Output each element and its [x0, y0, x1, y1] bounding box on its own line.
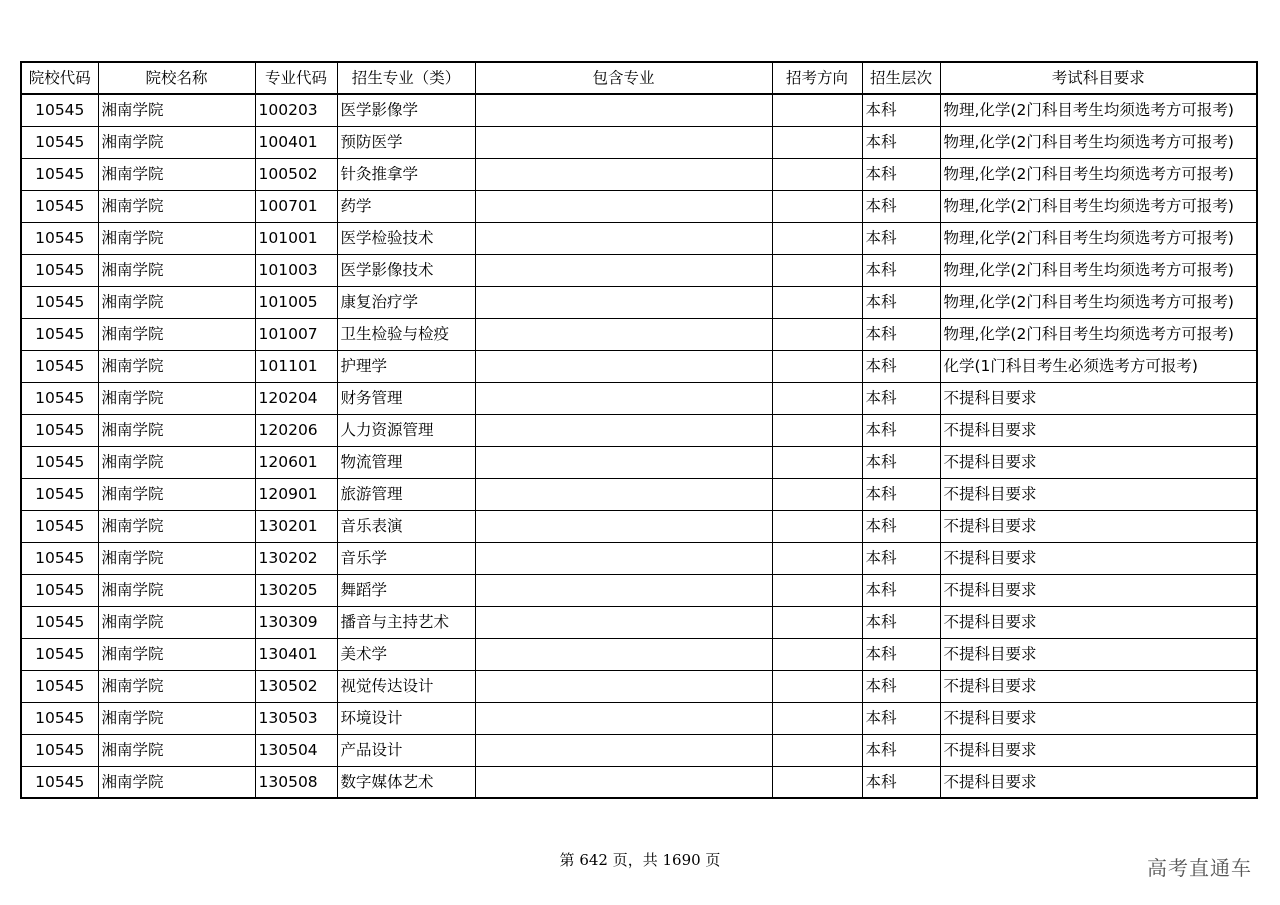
cell-subject-requirements: 不提科目要求	[940, 478, 1257, 510]
cell-school-code: 10545	[21, 734, 98, 766]
cell-school-name: 湘南学院	[98, 222, 255, 254]
enrollment-table	[20, 61, 1258, 799]
cell-school-name: 湘南学院	[98, 734, 255, 766]
header-major-code: 专业代码	[255, 62, 337, 94]
cell-level: 本科	[862, 446, 940, 478]
header-level: 招生层次	[862, 62, 940, 94]
cell-school-code: 10545	[21, 574, 98, 606]
cell-included-majors	[475, 414, 772, 446]
cell-school-code: 10545	[21, 478, 98, 510]
cell-direction	[772, 670, 862, 702]
cell-direction	[772, 766, 862, 798]
cell-direction	[772, 222, 862, 254]
cell-level: 本科	[862, 350, 940, 382]
cell-included-majors	[475, 478, 772, 510]
cell-major-name: 产品设计	[337, 734, 475, 766]
cell-subject-requirements: 不提科目要求	[940, 542, 1257, 574]
cell-school-code: 10545	[21, 702, 98, 734]
cell-major-name: 视觉传达设计	[337, 670, 475, 702]
header-direction: 招考方向	[772, 62, 862, 94]
table-row	[21, 734, 1257, 766]
header-school-name: 院校名称	[98, 62, 255, 94]
cell-level: 本科	[862, 222, 940, 254]
cell-included-majors	[475, 382, 772, 414]
cell-direction	[772, 254, 862, 286]
cell-direction	[772, 638, 862, 670]
cell-school-code: 10545	[21, 286, 98, 318]
table-row	[21, 222, 1257, 254]
cell-subject-requirements: 不提科目要求	[940, 766, 1257, 798]
cell-school-name: 湘南学院	[98, 414, 255, 446]
cell-included-majors	[475, 318, 772, 350]
table-row	[21, 286, 1257, 318]
cell-direction	[772, 158, 862, 190]
cell-school-code: 10545	[21, 350, 98, 382]
cell-school-code: 10545	[21, 382, 98, 414]
cell-school-name: 湘南学院	[98, 318, 255, 350]
cell-level: 本科	[862, 702, 940, 734]
cell-major-code: 101101	[255, 350, 337, 382]
cell-included-majors	[475, 190, 772, 222]
table-row	[21, 158, 1257, 190]
cell-level: 本科	[862, 190, 940, 222]
cell-level: 本科	[862, 670, 940, 702]
cell-direction	[772, 702, 862, 734]
cell-subject-requirements: 物理,化学(2门科目考生均须选考方可报考)	[940, 286, 1257, 318]
cell-included-majors	[475, 254, 772, 286]
table-row	[21, 606, 1257, 638]
table-row	[21, 318, 1257, 350]
cell-subject-requirements: 不提科目要求	[940, 606, 1257, 638]
cell-subject-requirements: 不提科目要求	[940, 446, 1257, 478]
header-major-name: 招生专业（类）	[337, 62, 475, 94]
cell-subject-requirements: 不提科目要求	[940, 670, 1257, 702]
cell-included-majors	[475, 702, 772, 734]
cell-included-majors	[475, 446, 772, 478]
cell-school-code: 10545	[21, 190, 98, 222]
cell-school-code: 10545	[21, 222, 98, 254]
cell-subject-requirements: 不提科目要求	[940, 734, 1257, 766]
cell-major-code: 130309	[255, 606, 337, 638]
cell-subject-requirements: 不提科目要求	[940, 574, 1257, 606]
cell-direction	[772, 574, 862, 606]
table-header-row	[21, 62, 1257, 94]
cell-school-code: 10545	[21, 638, 98, 670]
cell-major-code: 120204	[255, 382, 337, 414]
table-row	[21, 638, 1257, 670]
cell-school-code: 10545	[21, 510, 98, 542]
cell-major-code: 101003	[255, 254, 337, 286]
cell-major-name: 药学	[337, 190, 475, 222]
cell-major-code: 130205	[255, 574, 337, 606]
cell-school-name: 湘南学院	[98, 478, 255, 510]
cell-school-name: 湘南学院	[98, 638, 255, 670]
table-row	[21, 382, 1257, 414]
cell-school-code: 10545	[21, 94, 98, 126]
cell-included-majors	[475, 638, 772, 670]
cell-major-name: 物流管理	[337, 446, 475, 478]
cell-major-code: 101001	[255, 222, 337, 254]
cell-direction	[772, 478, 862, 510]
table-row	[21, 702, 1257, 734]
cell-school-code: 10545	[21, 254, 98, 286]
table-row	[21, 350, 1257, 382]
cell-major-name: 播音与主持艺术	[337, 606, 475, 638]
cell-major-code: 130508	[255, 766, 337, 798]
cell-school-name: 湘南学院	[98, 670, 255, 702]
cell-direction	[772, 94, 862, 126]
cell-school-name: 湘南学院	[98, 574, 255, 606]
cell-level: 本科	[862, 766, 940, 798]
cell-included-majors	[475, 606, 772, 638]
cell-school-name: 湘南学院	[98, 702, 255, 734]
cell-major-code: 130202	[255, 542, 337, 574]
cell-subject-requirements: 物理,化学(2门科目考生均须选考方可报考)	[940, 158, 1257, 190]
cell-direction	[772, 606, 862, 638]
cell-school-name: 湘南学院	[98, 510, 255, 542]
cell-major-name: 护理学	[337, 350, 475, 382]
cell-school-name: 湘南学院	[98, 254, 255, 286]
cell-direction	[772, 126, 862, 158]
cell-subject-requirements: 不提科目要求	[940, 638, 1257, 670]
cell-major-name: 音乐学	[337, 542, 475, 574]
cell-school-code: 10545	[21, 542, 98, 574]
header-included-majors: 包含专业	[475, 62, 772, 94]
cell-school-code: 10545	[21, 318, 98, 350]
cell-level: 本科	[862, 158, 940, 190]
cell-major-code: 130401	[255, 638, 337, 670]
cell-major-name: 舞蹈学	[337, 574, 475, 606]
cell-major-name: 康复治疗学	[337, 286, 475, 318]
cell-major-code: 100401	[255, 126, 337, 158]
cell-level: 本科	[862, 638, 940, 670]
cell-subject-requirements: 物理,化学(2门科目考生均须选考方可报考)	[940, 126, 1257, 158]
cell-direction	[772, 286, 862, 318]
cell-direction	[772, 350, 862, 382]
cell-major-code: 100502	[255, 158, 337, 190]
table-row	[21, 94, 1257, 126]
cell-included-majors	[475, 542, 772, 574]
cell-school-name: 湘南学院	[98, 350, 255, 382]
cell-subject-requirements: 化学(1门科目考生必须选考方可报考)	[940, 350, 1257, 382]
cell-major-code: 120901	[255, 478, 337, 510]
cell-included-majors	[475, 670, 772, 702]
cell-direction	[772, 542, 862, 574]
table-row	[21, 766, 1257, 798]
cell-level: 本科	[862, 606, 940, 638]
cell-major-code: 100701	[255, 190, 337, 222]
cell-level: 本科	[862, 126, 940, 158]
cell-school-code: 10545	[21, 670, 98, 702]
cell-school-name: 湘南学院	[98, 606, 255, 638]
cell-direction	[772, 318, 862, 350]
table-row	[21, 670, 1257, 702]
cell-level: 本科	[862, 414, 940, 446]
cell-school-code: 10545	[21, 606, 98, 638]
cell-school-name: 湘南学院	[98, 766, 255, 798]
cell-major-code: 120601	[255, 446, 337, 478]
cell-included-majors	[475, 510, 772, 542]
cell-level: 本科	[862, 254, 940, 286]
table-row	[21, 478, 1257, 510]
cell-level: 本科	[862, 542, 940, 574]
cell-included-majors	[475, 126, 772, 158]
cell-subject-requirements: 不提科目要求	[940, 382, 1257, 414]
cell-major-name: 财务管理	[337, 382, 475, 414]
cell-school-name: 湘南学院	[98, 542, 255, 574]
cell-major-code: 130502	[255, 670, 337, 702]
cell-major-name: 数字媒体艺术	[337, 766, 475, 798]
cell-major-name: 医学影像学	[337, 94, 475, 126]
cell-school-name: 湘南学院	[98, 94, 255, 126]
cell-level: 本科	[862, 734, 940, 766]
table-row	[21, 190, 1257, 222]
cell-school-name: 湘南学院	[98, 446, 255, 478]
table-body	[21, 94, 1257, 798]
cell-major-code: 120206	[255, 414, 337, 446]
cell-school-code: 10545	[21, 158, 98, 190]
cell-major-code: 130503	[255, 702, 337, 734]
header-subject-requirements: 考试科目要求	[940, 62, 1257, 94]
cell-major-code: 100203	[255, 94, 337, 126]
cell-included-majors	[475, 158, 772, 190]
cell-major-name: 人力资源管理	[337, 414, 475, 446]
cell-direction	[772, 190, 862, 222]
header-school-code: 院校代码	[21, 62, 98, 94]
cell-major-code: 130201	[255, 510, 337, 542]
cell-major-name: 美术学	[337, 638, 475, 670]
cell-major-name: 医学影像技术	[337, 254, 475, 286]
cell-major-name: 音乐表演	[337, 510, 475, 542]
cell-level: 本科	[862, 510, 940, 542]
cell-school-code: 10545	[21, 446, 98, 478]
cell-level: 本科	[862, 382, 940, 414]
cell-major-name: 预防医学	[337, 126, 475, 158]
cell-subject-requirements: 物理,化学(2门科目考生均须选考方可报考)	[940, 222, 1257, 254]
cell-included-majors	[475, 734, 772, 766]
cell-level: 本科	[862, 94, 940, 126]
cell-subject-requirements: 物理,化学(2门科目考生均须选考方可报考)	[940, 190, 1257, 222]
table-row	[21, 574, 1257, 606]
cell-included-majors	[475, 94, 772, 126]
cell-level: 本科	[862, 478, 940, 510]
cell-included-majors	[475, 766, 772, 798]
cell-school-name: 湘南学院	[98, 286, 255, 318]
cell-subject-requirements: 不提科目要求	[940, 702, 1257, 734]
cell-school-name: 湘南学院	[98, 126, 255, 158]
cell-level: 本科	[862, 286, 940, 318]
table-row	[21, 542, 1257, 574]
table-row	[21, 414, 1257, 446]
cell-direction	[772, 734, 862, 766]
cell-major-code: 130504	[255, 734, 337, 766]
cell-level: 本科	[862, 574, 940, 606]
cell-direction	[772, 446, 862, 478]
cell-included-majors	[475, 286, 772, 318]
table-row	[21, 446, 1257, 478]
cell-major-code: 101005	[255, 286, 337, 318]
cell-school-code: 10545	[21, 126, 98, 158]
cell-major-name: 医学检验技术	[337, 222, 475, 254]
cell-level: 本科	[862, 318, 940, 350]
cell-school-name: 湘南学院	[98, 190, 255, 222]
cell-subject-requirements: 不提科目要求	[940, 510, 1257, 542]
page-number: 第 642 页，共 1690 页	[559, 851, 721, 869]
cell-major-name: 环境设计	[337, 702, 475, 734]
cell-major-name: 卫生检验与检疫	[337, 318, 475, 350]
cell-direction	[772, 382, 862, 414]
cell-included-majors	[475, 222, 772, 254]
cell-included-majors	[475, 574, 772, 606]
cell-subject-requirements: 物理,化学(2门科目考生均须选考方可报考)	[940, 94, 1257, 126]
cell-direction	[772, 414, 862, 446]
table-row	[21, 254, 1257, 286]
cell-subject-requirements: 不提科目要求	[940, 414, 1257, 446]
cell-direction	[772, 510, 862, 542]
table-row	[21, 126, 1257, 158]
table-row	[21, 510, 1257, 542]
cell-major-code: 101007	[255, 318, 337, 350]
cell-subject-requirements: 物理,化学(2门科目考生均须选考方可报考)	[940, 254, 1257, 286]
cell-major-name: 针灸推拿学	[337, 158, 475, 190]
cell-major-name: 旅游管理	[337, 478, 475, 510]
cell-subject-requirements: 物理,化学(2门科目考生均须选考方可报考)	[940, 318, 1257, 350]
cell-school-code: 10545	[21, 414, 98, 446]
cell-included-majors	[475, 350, 772, 382]
watermark-text: 高考直通车	[1147, 856, 1252, 880]
cell-school-code: 10545	[21, 766, 98, 798]
cell-school-name: 湘南学院	[98, 158, 255, 190]
cell-school-name: 湘南学院	[98, 382, 255, 414]
